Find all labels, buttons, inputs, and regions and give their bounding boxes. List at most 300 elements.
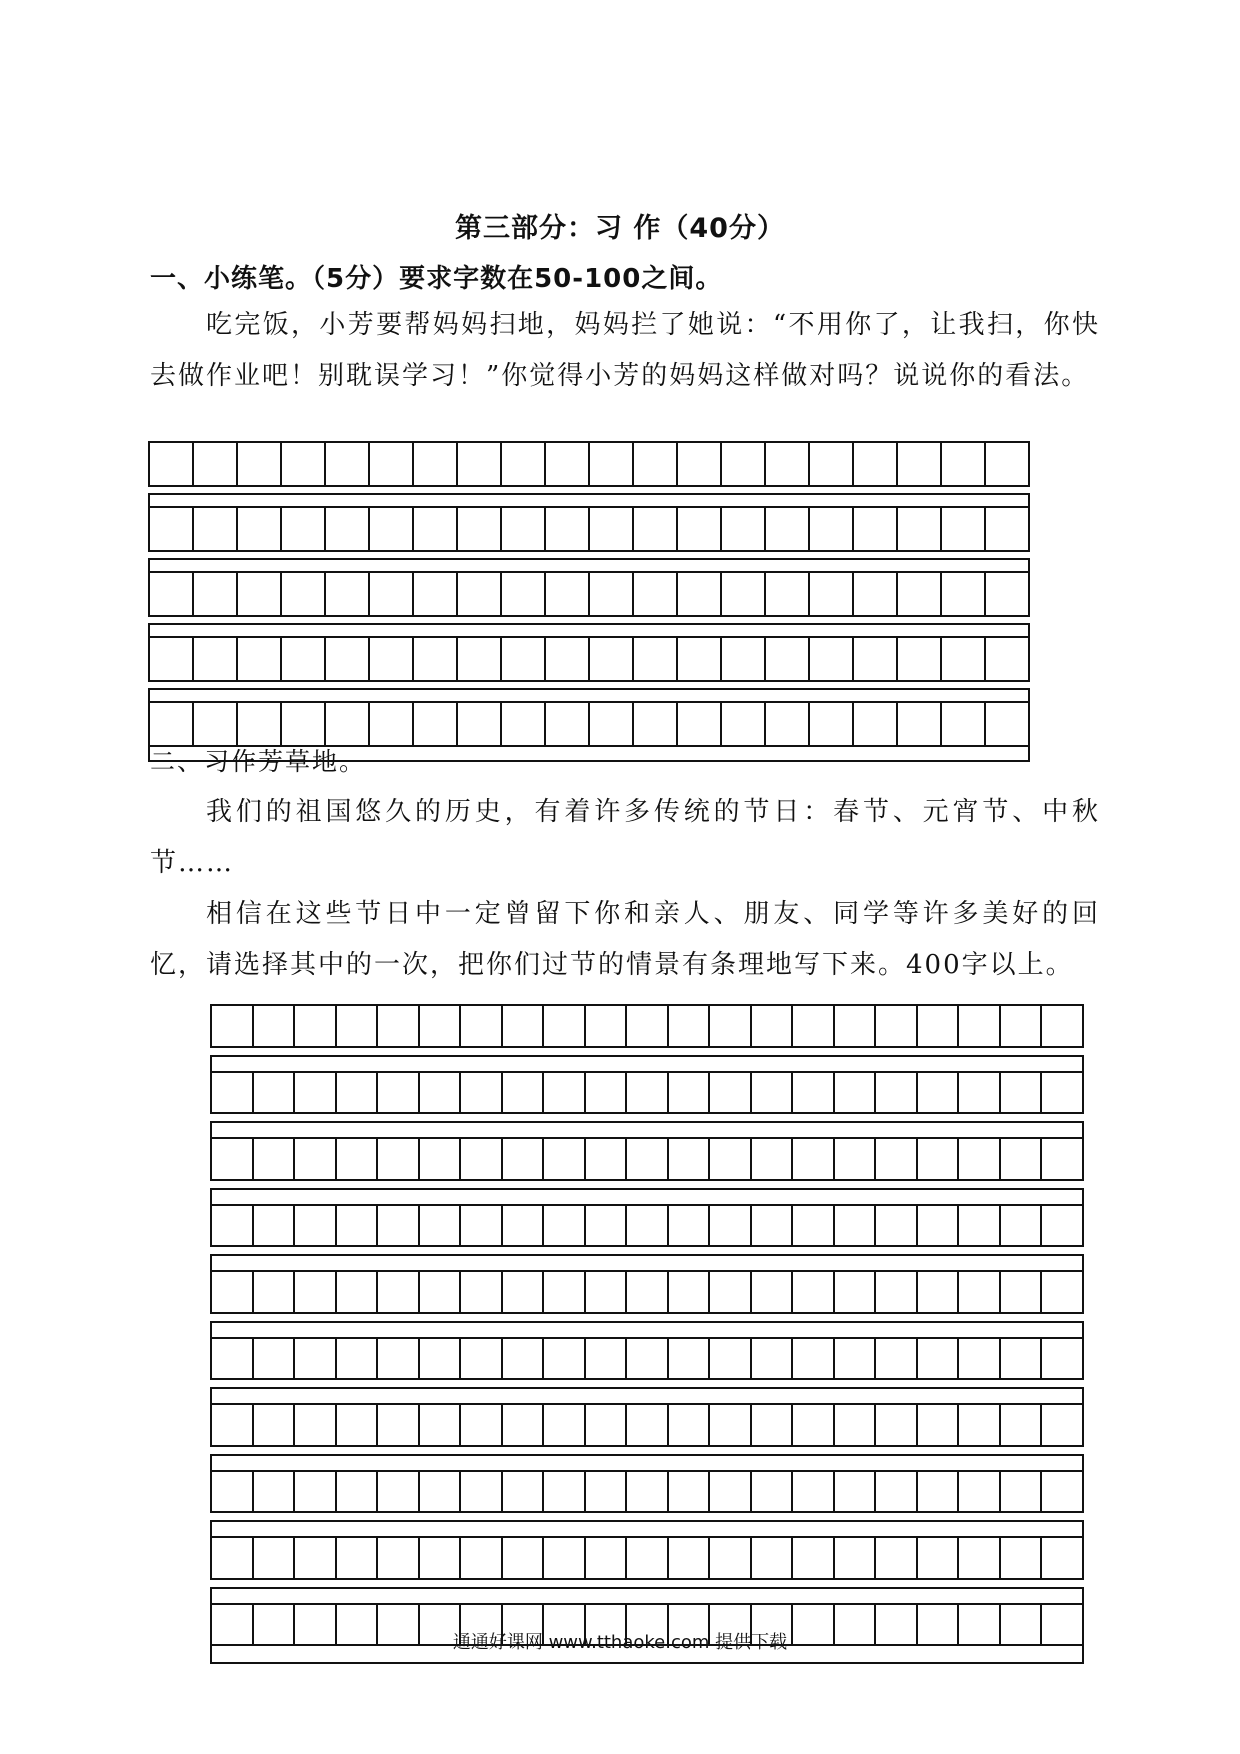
grid-cell[interactable] (295, 1272, 337, 1314)
grid-cell[interactable] (793, 1272, 835, 1314)
grid-cell[interactable] (918, 1339, 960, 1381)
grid-cell[interactable] (370, 443, 414, 487)
grid-cell[interactable] (766, 443, 810, 487)
grid-cell[interactable] (627, 1006, 669, 1048)
section1-prompt: 吃完饭，小芳要帮妈妈扫地，妈妈拦了她说：“不用你了，让我扫，你快去做作业吧！别耽误学习！”你觉得小芳的妈妈这样做对吗？说说你的看法。 (150, 310, 1100, 391)
grid-cell[interactable] (835, 1073, 877, 1115)
grid-cell[interactable] (710, 1006, 752, 1048)
grid-cell[interactable] (959, 1472, 1001, 1514)
grid-cell[interactable] (295, 1139, 337, 1181)
grid-cell[interactable] (586, 1139, 628, 1181)
grid-cell[interactable] (370, 573, 414, 617)
grid-cell[interactable] (854, 573, 898, 617)
grid-cell[interactable] (503, 1206, 545, 1248)
writing-grid-large[interactable] (210, 1004, 1084, 1664)
grid-cell[interactable] (959, 1405, 1001, 1447)
grid-row (210, 1536, 1084, 1580)
grid-spacer-line (150, 688, 1028, 690)
grid-cell[interactable] (420, 1405, 462, 1447)
grid-cell[interactable] (1001, 1339, 1043, 1381)
grid-cell[interactable] (752, 1538, 794, 1580)
grid-cell[interactable] (458, 638, 502, 682)
grid-cell[interactable] (254, 1472, 296, 1514)
grid-cell[interactable] (194, 573, 238, 617)
grid-cell[interactable] (503, 1472, 545, 1514)
grid-cell[interactable] (150, 508, 194, 552)
grid-cell[interactable] (710, 1206, 752, 1248)
grid-cell[interactable] (876, 1206, 918, 1248)
section2-heading: 二、习作芳草地。 (150, 747, 367, 776)
grid-cell[interactable] (295, 1538, 337, 1580)
grid-cell[interactable] (793, 1006, 835, 1048)
grid-cell[interactable] (986, 443, 1030, 487)
grid-cell[interactable] (590, 573, 634, 617)
grid-row (210, 1137, 1084, 1181)
grid-spacer-line (150, 623, 1028, 625)
grid-cell[interactable] (337, 1472, 379, 1514)
grid-cell[interactable] (959, 1538, 1001, 1580)
grid-cell[interactable] (942, 573, 986, 617)
grid-cell[interactable] (420, 1006, 462, 1048)
grid-cell[interactable] (370, 638, 414, 682)
grid-cell[interactable] (461, 1405, 503, 1447)
grid-cell[interactable] (370, 508, 414, 552)
grid-cell[interactable] (710, 1472, 752, 1514)
grid-row-spacer (148, 493, 1030, 506)
grid-cell[interactable] (1042, 1339, 1084, 1381)
grid-cell[interactable] (722, 573, 766, 617)
grid-cell[interactable] (634, 443, 678, 487)
grid-cell[interactable] (793, 1073, 835, 1115)
grid-cell[interactable] (420, 1272, 462, 1314)
grid-cell[interactable] (876, 1139, 918, 1181)
grid-cell[interactable] (669, 1139, 711, 1181)
grid-cell[interactable] (212, 1206, 254, 1248)
grid-cell[interactable] (854, 443, 898, 487)
grid-row-spacer (148, 688, 1030, 701)
grid-cell[interactable] (194, 638, 238, 682)
grid-cell[interactable] (546, 508, 590, 552)
grid-cell[interactable] (918, 1405, 960, 1447)
grid-cell[interactable] (544, 1405, 586, 1447)
grid-cell[interactable] (793, 1339, 835, 1381)
grid-cell[interactable] (627, 1472, 669, 1514)
grid-cell[interactable] (238, 638, 282, 682)
grid-cell[interactable] (544, 1339, 586, 1381)
grid-cell[interactable] (254, 1405, 296, 1447)
grid-cell[interactable] (238, 508, 282, 552)
grid-cell[interactable] (918, 1538, 960, 1580)
grid-cell[interactable] (150, 638, 194, 682)
grid-cell[interactable] (414, 443, 458, 487)
grid-cell[interactable] (546, 573, 590, 617)
grid-cell[interactable] (458, 573, 502, 617)
grid-cell[interactable] (918, 1206, 960, 1248)
section2-prompt-2: 相信在这些节日中一定曾留下你和亲人、朋友、同学等许多美好的回忆，请选择其中的一次，把你们过节的情景有条理地写下来。400字以上。 (150, 899, 1100, 980)
grid-cell[interactable] (986, 508, 1030, 552)
grid-cell[interactable] (959, 1272, 1001, 1314)
grid-cell[interactable] (766, 573, 810, 617)
grid-cell[interactable] (254, 1339, 296, 1381)
grid-cell[interactable] (669, 1006, 711, 1048)
grid-cell[interactable] (1042, 1006, 1084, 1048)
grid-cell[interactable] (793, 1405, 835, 1447)
grid-cell[interactable] (678, 573, 722, 617)
grid-cell[interactable] (986, 573, 1030, 617)
grid-cell[interactable] (586, 1272, 628, 1314)
grid-cell[interactable] (458, 508, 502, 552)
grid-cell[interactable] (1042, 1139, 1084, 1181)
grid-cell[interactable] (752, 1006, 794, 1048)
grid-cell[interactable] (503, 1073, 545, 1115)
writing-grid-small[interactable] (148, 441, 1030, 762)
grid-cell[interactable] (634, 508, 678, 552)
grid-cell[interactable] (295, 1472, 337, 1514)
grid-cell[interactable] (420, 1339, 462, 1381)
grid-cell[interactable] (942, 508, 986, 552)
grid-cell[interactable] (1042, 1472, 1084, 1514)
grid-cell[interactable] (1042, 1538, 1084, 1580)
grid-cell[interactable] (669, 1405, 711, 1447)
grid-spacer-line (212, 1055, 1082, 1057)
grid-cell[interactable] (150, 443, 194, 487)
grid-spacer-line (212, 1321, 1082, 1323)
grid-cell[interactable] (590, 443, 634, 487)
grid-row-spacer (210, 1454, 1084, 1470)
grid-cell[interactable] (898, 638, 942, 682)
grid-cell[interactable] (810, 443, 854, 487)
grid-cell[interactable] (420, 1073, 462, 1115)
grid-cell[interactable] (295, 1339, 337, 1381)
grid-cell[interactable] (876, 1339, 918, 1381)
grid-cell[interactable] (378, 1073, 420, 1115)
grid-cell[interactable] (959, 1139, 1001, 1181)
grid-cell[interactable] (503, 1139, 545, 1181)
grid-cell[interactable] (212, 1139, 254, 1181)
grid-cell[interactable] (461, 1139, 503, 1181)
grid-cell[interactable] (710, 1339, 752, 1381)
grid-cell[interactable] (752, 1139, 794, 1181)
grid-cell[interactable] (461, 1006, 503, 1048)
grid-cell[interactable] (710, 1139, 752, 1181)
grid-cell[interactable] (461, 1472, 503, 1514)
grid-cell[interactable] (194, 508, 238, 552)
grid-cell[interactable] (420, 1139, 462, 1181)
grid-cell[interactable] (378, 1006, 420, 1048)
grid-cell[interactable] (1001, 1006, 1043, 1048)
grid-cell[interactable] (627, 1339, 669, 1381)
grid-cell[interactable] (669, 1073, 711, 1115)
grid-row (210, 1004, 1084, 1048)
grid-cell[interactable] (544, 1006, 586, 1048)
grid-cell[interactable] (586, 1339, 628, 1381)
grid-cell[interactable] (710, 1073, 752, 1115)
grid-cell[interactable] (503, 1405, 545, 1447)
grid-cell[interactable] (461, 1339, 503, 1381)
grid-cell[interactable] (766, 638, 810, 682)
grid-cell[interactable] (752, 1472, 794, 1514)
grid-cell[interactable] (986, 638, 1030, 682)
grid-cell[interactable] (835, 1472, 877, 1514)
grid-cell[interactable] (503, 1006, 545, 1048)
grid-cell[interactable] (326, 443, 370, 487)
grid-cell[interactable] (378, 1339, 420, 1381)
grid-cell[interactable] (810, 638, 854, 682)
grid-cell[interactable] (212, 1339, 254, 1381)
grid-cell[interactable] (503, 1272, 545, 1314)
grid-cell[interactable] (503, 1538, 545, 1580)
grid-cell[interactable] (835, 1139, 877, 1181)
grid-cell[interactable] (461, 1272, 503, 1314)
grid-cell[interactable] (461, 1206, 503, 1248)
grid-cell[interactable] (420, 1206, 462, 1248)
grid-cell[interactable] (876, 1538, 918, 1580)
grid-cell[interactable] (876, 1405, 918, 1447)
grid-row (210, 1337, 1084, 1381)
grid-cell[interactable] (544, 1272, 586, 1314)
grid-cell[interactable] (420, 1472, 462, 1514)
grid-cell[interactable] (793, 1472, 835, 1514)
grid-cell[interactable] (810, 573, 854, 617)
grid-cell[interactable] (1001, 1206, 1043, 1248)
grid-cell[interactable] (810, 508, 854, 552)
grid-cell[interactable] (461, 1073, 503, 1115)
grid-cell[interactable] (546, 443, 590, 487)
grid-cell[interactable] (586, 1472, 628, 1514)
grid-row (210, 1071, 1084, 1115)
grid-cell[interactable] (337, 1006, 379, 1048)
grid-cell[interactable] (586, 1405, 628, 1447)
grid-cell[interactable] (295, 1073, 337, 1115)
grid-cell[interactable] (212, 1472, 254, 1514)
grid-row (148, 571, 1030, 617)
grid-cell[interactable] (793, 1206, 835, 1248)
grid-cell[interactable] (586, 1073, 628, 1115)
grid-cell[interactable] (669, 1339, 711, 1381)
grid-cell[interactable] (503, 1339, 545, 1381)
grid-cell[interactable] (282, 508, 326, 552)
grid-cell[interactable] (544, 1206, 586, 1248)
grid-cell[interactable] (326, 638, 370, 682)
grid-bottom-line (210, 1662, 1084, 1664)
grid-cell[interactable] (627, 1405, 669, 1447)
grid-cell[interactable] (634, 638, 678, 682)
grid-cell[interactable] (254, 1139, 296, 1181)
grid-cell[interactable] (295, 1206, 337, 1248)
grid-spacer-line (212, 1387, 1082, 1389)
grid-cell[interactable] (254, 1538, 296, 1580)
grid-cell[interactable] (898, 443, 942, 487)
grid-cell[interactable] (378, 1405, 420, 1447)
grid-cell[interactable] (326, 508, 370, 552)
grid-cell[interactable] (295, 1006, 337, 1048)
grid-cell[interactable] (194, 443, 238, 487)
grid-cell[interactable] (959, 1073, 1001, 1115)
grid-cell[interactable] (212, 1006, 254, 1048)
grid-cell[interactable] (212, 1405, 254, 1447)
grid-cell[interactable] (722, 443, 766, 487)
grid-cell[interactable] (282, 638, 326, 682)
grid-cell[interactable] (959, 1006, 1001, 1048)
grid-cell[interactable] (586, 1538, 628, 1580)
grid-cell[interactable] (627, 1073, 669, 1115)
grid-cell[interactable] (710, 1538, 752, 1580)
grid-cell[interactable] (876, 1073, 918, 1115)
grid-cell[interactable] (337, 1206, 379, 1248)
grid-cell[interactable] (238, 573, 282, 617)
grid-cell[interactable] (212, 1538, 254, 1580)
grid-cell[interactable] (634, 573, 678, 617)
grid-cell[interactable] (898, 508, 942, 552)
grid-cell[interactable] (627, 1139, 669, 1181)
grid-cell[interactable] (590, 638, 634, 682)
grid-cell[interactable] (942, 638, 986, 682)
grid-cell[interactable] (1042, 1073, 1084, 1115)
grid-cell[interactable] (254, 1006, 296, 1048)
grid-cell[interactable] (295, 1405, 337, 1447)
grid-cell[interactable] (752, 1206, 794, 1248)
grid-cell[interactable] (722, 508, 766, 552)
grid-cell[interactable] (942, 443, 986, 487)
footer-watermark: 通通好课网 www.tthaoke.com 提供下载 (452, 1632, 788, 1653)
grid-cell[interactable] (793, 1139, 835, 1181)
grid-cell[interactable] (835, 1339, 877, 1381)
grid-cell[interactable] (678, 508, 722, 552)
grid-row-spacer (210, 1254, 1084, 1270)
grid-cell[interactable] (502, 638, 546, 682)
grid-cell[interactable] (414, 638, 458, 682)
grid-cell[interactable] (627, 1206, 669, 1248)
grid-cell[interactable] (669, 1206, 711, 1248)
grid-cell[interactable] (1001, 1538, 1043, 1580)
grid-cell[interactable] (669, 1272, 711, 1314)
grid-cell[interactable] (793, 1538, 835, 1580)
grid-cell[interactable] (835, 1272, 877, 1314)
grid-cell[interactable] (918, 1073, 960, 1115)
grid-cell[interactable] (378, 1206, 420, 1248)
grid-row-spacer (210, 1188, 1084, 1204)
grid-cell[interactable] (959, 1206, 1001, 1248)
grid-cell[interactable] (752, 1073, 794, 1115)
grid-cell[interactable] (586, 1206, 628, 1248)
grid-cell[interactable] (876, 1006, 918, 1048)
grid-cell[interactable] (918, 1139, 960, 1181)
grid-cell[interactable] (835, 1206, 877, 1248)
grid-spacer-line (212, 1188, 1082, 1190)
grid-cell[interactable] (710, 1405, 752, 1447)
grid-cell[interactable] (918, 1472, 960, 1514)
grid-cell[interactable] (669, 1472, 711, 1514)
grid-cell[interactable] (627, 1538, 669, 1580)
grid-cell[interactable] (458, 443, 502, 487)
grid-cell[interactable] (669, 1538, 711, 1580)
grid-cell[interactable] (337, 1272, 379, 1314)
grid-cell[interactable] (254, 1073, 296, 1115)
grid-cell[interactable] (752, 1339, 794, 1381)
grid-cell[interactable] (544, 1139, 586, 1181)
grid-cell[interactable] (544, 1538, 586, 1580)
grid-cell[interactable] (282, 573, 326, 617)
grid-cell[interactable] (420, 1538, 462, 1580)
grid-cell[interactable] (337, 1139, 379, 1181)
grid-cell[interactable] (150, 573, 194, 617)
grid-cell[interactable] (854, 638, 898, 682)
grid-cell[interactable] (337, 1405, 379, 1447)
grid-cell[interactable] (337, 1538, 379, 1580)
grid-cell[interactable] (502, 443, 546, 487)
grid-cell[interactable] (282, 443, 326, 487)
grid-cell[interactable] (678, 638, 722, 682)
grid-cell[interactable] (254, 1272, 296, 1314)
grid-cell[interactable] (1001, 1073, 1043, 1115)
grid-cell[interactable] (1042, 1206, 1084, 1248)
grid-spacer-line (150, 493, 1028, 495)
grid-cell[interactable] (337, 1073, 379, 1115)
grid-cell[interactable] (212, 1272, 254, 1314)
grid-cell[interactable] (835, 1006, 877, 1048)
grid-cell[interactable] (918, 1006, 960, 1048)
grid-cell[interactable] (378, 1272, 420, 1314)
grid-cell[interactable] (502, 508, 546, 552)
grid-cell[interactable] (1001, 1405, 1043, 1447)
grid-cell[interactable] (378, 1139, 420, 1181)
grid-cell[interactable] (378, 1472, 420, 1514)
grid-cell[interactable] (378, 1538, 420, 1580)
grid-cell[interactable] (722, 638, 766, 682)
grid-cell[interactable] (898, 573, 942, 617)
grid-cell[interactable] (586, 1006, 628, 1048)
grid-cell[interactable] (544, 1073, 586, 1115)
grid-cell[interactable] (918, 1272, 960, 1314)
grid-cell[interactable] (1001, 1139, 1043, 1181)
grid-cell[interactable] (876, 1272, 918, 1314)
grid-cell[interactable] (590, 508, 634, 552)
grid-cell[interactable] (544, 1472, 586, 1514)
grid-row (148, 636, 1030, 682)
grid-cell[interactable] (1042, 1405, 1084, 1447)
grid-row-spacer (210, 1121, 1084, 1137)
grid-row-spacer (148, 623, 1030, 636)
grid-cell[interactable] (212, 1073, 254, 1115)
page-title: 第三部分：习 作（40分） (455, 213, 785, 244)
grid-cell[interactable] (752, 1405, 794, 1447)
grid-cell[interactable] (835, 1538, 877, 1580)
grid-cell[interactable] (876, 1472, 918, 1514)
grid-cell[interactable] (1042, 1272, 1084, 1314)
grid-cell[interactable] (1001, 1472, 1043, 1514)
grid-cell[interactable] (502, 573, 546, 617)
grid-cell[interactable] (254, 1206, 296, 1248)
grid-cell[interactable] (337, 1339, 379, 1381)
grid-cell[interactable] (678, 443, 722, 487)
grid-cell[interactable] (854, 508, 898, 552)
grid-cell[interactable] (546, 638, 590, 682)
grid-cell[interactable] (238, 443, 282, 487)
grid-row (148, 441, 1030, 487)
grid-cell[interactable] (414, 573, 458, 617)
grid-cell[interactable] (461, 1538, 503, 1580)
grid-spacer-line (212, 1587, 1082, 1589)
grid-cell[interactable] (414, 508, 458, 552)
grid-cell[interactable] (326, 573, 370, 617)
grid-cell[interactable] (835, 1405, 877, 1447)
grid-cell[interactable] (959, 1339, 1001, 1381)
grid-cell[interactable] (766, 508, 810, 552)
grid-cell[interactable] (710, 1272, 752, 1314)
grid-cell[interactable] (627, 1272, 669, 1314)
grid-cell[interactable] (1001, 1272, 1043, 1314)
grid-cell[interactable] (752, 1272, 794, 1314)
